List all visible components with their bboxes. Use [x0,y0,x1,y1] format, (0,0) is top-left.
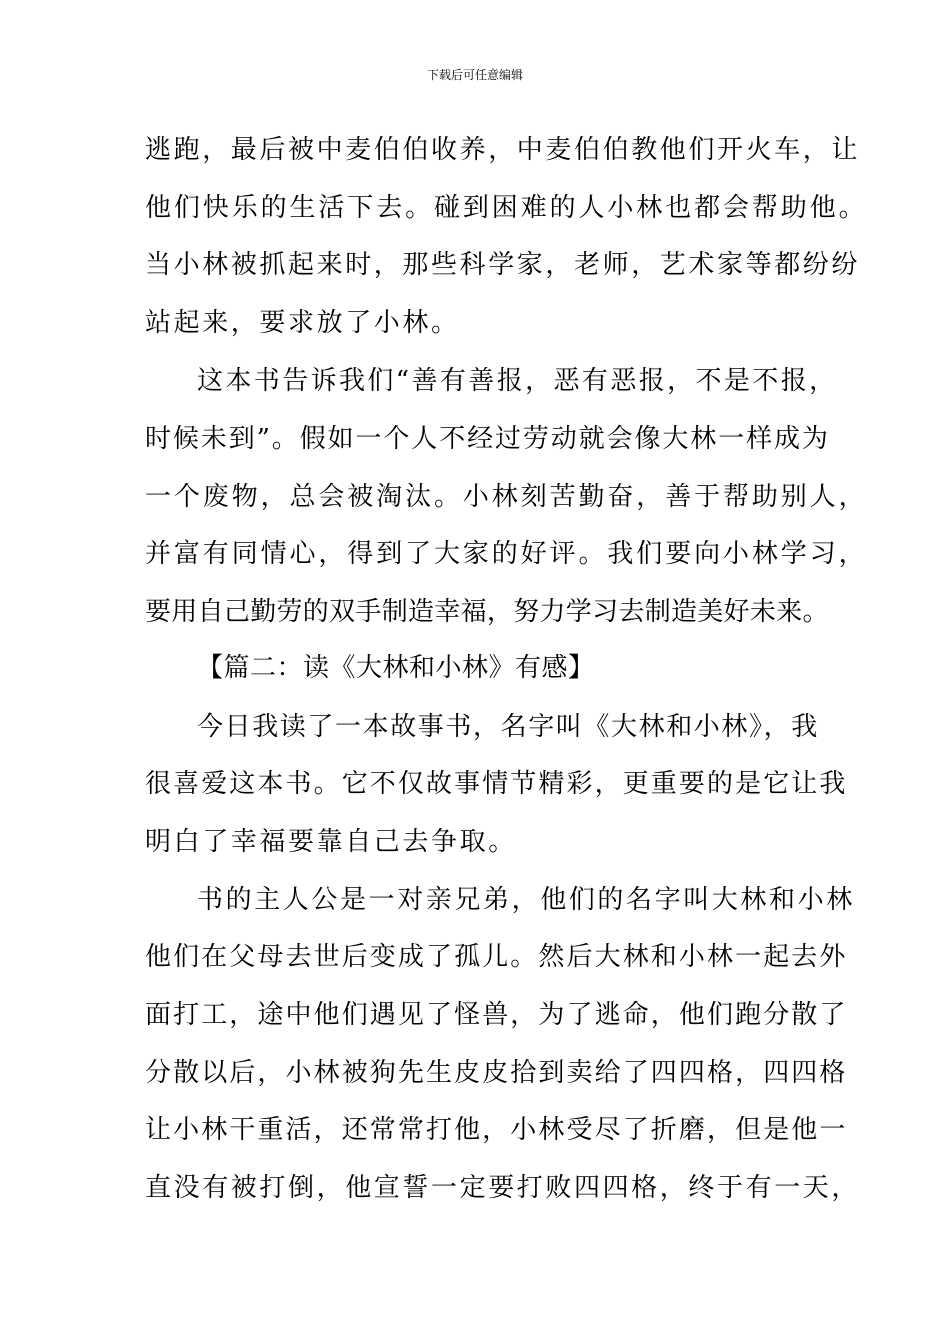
text-line: 他们在父母去世后变成了孤儿。然后大林和小林一起去外 [145,942,848,972]
text-line: 今日我读了一本故事书，名字叫《大林和小林》，我 [197,712,819,742]
text-line: 并富有同情心，得到了大家的好评。我们要向小林学习， [145,539,868,569]
text-line: 他们快乐的生活下去。碰到困难的人小林也都会帮助他。 [145,193,868,223]
text-line: 这本书告诉我们“善有善报，恶有恶报，不是不报， [197,366,838,396]
text-line: 一个废物，总会被淘汰。小林刻苦勤奋，善于帮助别人， [145,482,868,512]
text-line: 时候未到”。假如一个人不经过劳动就会像大林一样成为 [145,424,830,454]
text-line: 当小林被抓起来时，那些科学家，老师，艺术家等都纷纷 [145,250,861,280]
text-line: 分散以后，小林被狗先生皮皮拾到卖给了四四格，四四格 [145,1058,848,1088]
text-line: 面打工，途中他们遇见了怪兽，为了逃命，他们跑分散了 [145,1000,848,1030]
text-line: 站起来，要求放了小林。 [145,308,460,338]
text-line: 明白了幸福要靠自己去争取。 [145,827,517,857]
text-line: 直没有被打倒，他宣誓一定要打败四四格，终于有一天， [145,1173,861,1203]
section-heading: 【篇二：读《大林和小林》有感】 [197,653,595,683]
text-line: 书的主人公是一对亲兄弟，他们的名字叫大林和小林 [197,885,855,915]
text-line: 很喜爱这本书。它不仅故事情节精彩，更重要的是它让我 [145,769,848,799]
text-line: 让小林干重活，还常常打他，小林受尽了折磨，但是他一 [145,1115,848,1145]
text-line: 逃跑，最后被中麦伯伯收养，中麦伯伯教他们开火车，让 [145,135,861,165]
text-line: 要用自己勤劳的双手制造幸福，努力学习去制造美好未来。 [145,597,829,627]
page-header: 下载后可任意编辑 [426,68,523,82]
